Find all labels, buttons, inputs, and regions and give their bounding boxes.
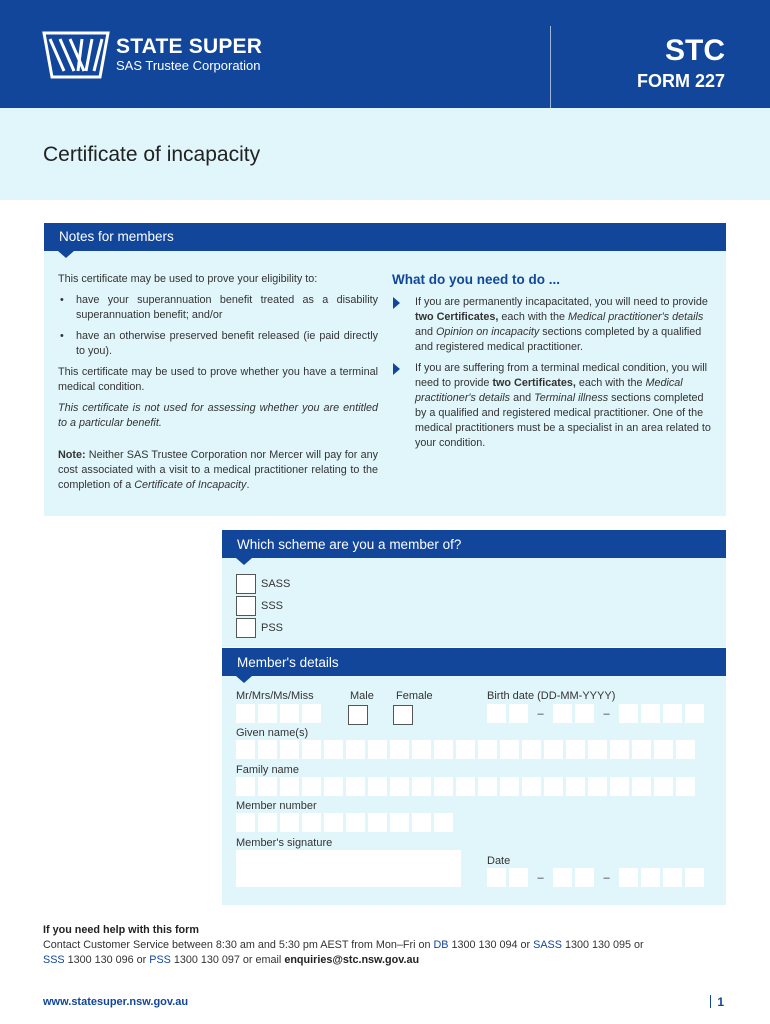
character-cell[interactable] [632, 777, 651, 796]
org-name: STATE SUPER [116, 35, 263, 58]
character-cell[interactable] [368, 740, 387, 759]
signature-date-field[interactable]: – – [487, 868, 704, 887]
character-cell[interactable] [412, 813, 431, 832]
character-cell[interactable] [434, 777, 453, 796]
character-cell[interactable] [346, 740, 365, 759]
character-cell[interactable] [280, 740, 299, 759]
sass-checkbox[interactable] [236, 574, 256, 594]
character-cell[interactable] [456, 740, 475, 759]
notes-bullet-list [58, 293, 378, 359]
what-to-do-column [392, 272, 712, 457]
website-link[interactable]: www.statesuper.nsw.gov.au [43, 996, 189, 1008]
character-cell[interactable] [236, 740, 255, 759]
character-cell[interactable] [654, 740, 673, 759]
character-cell[interactable] [302, 813, 321, 832]
character-cell[interactable] [390, 740, 409, 759]
notes-heading-notch [58, 251, 74, 258]
female-checkbox[interactable] [393, 705, 413, 725]
character-cell[interactable] [346, 813, 365, 832]
character-cell[interactable] [412, 740, 431, 759]
header-code: STC [665, 34, 725, 67]
character-cell[interactable] [456, 777, 475, 796]
scheme-heading-notch [236, 558, 252, 565]
page-number: 1 [710, 995, 724, 1009]
character-cell[interactable] [544, 740, 563, 759]
character-cell[interactable] [676, 740, 695, 759]
character-cell[interactable] [258, 740, 277, 759]
scheme-option-sass[interactable]: SASS [236, 574, 290, 594]
character-cell[interactable] [522, 777, 541, 796]
character-cell[interactable] [280, 813, 299, 832]
family-name-label: Family name [236, 764, 299, 776]
character-cell[interactable] [610, 740, 629, 759]
member-details-heading: Member's details [222, 648, 726, 676]
scheme-panel [222, 558, 726, 647]
character-cell[interactable] [280, 777, 299, 796]
character-cell[interactable] [566, 777, 585, 796]
scheme-option-sss[interactable]: SSS [236, 596, 283, 616]
pss-checkbox[interactable] [236, 618, 256, 638]
character-cell[interactable] [500, 740, 519, 759]
character-cell[interactable] [434, 740, 453, 759]
need-item-incapacitated: If you are permanently incapacitated, you will need to provide two Certificates, each with the Medical practitioner's details and Opinion on incapacity sections completed by a qualified and registered medical practitioner. [392, 295, 712, 355]
character-cell[interactable] [544, 777, 563, 796]
state-super-logo-icon [42, 31, 110, 79]
header-divider [550, 26, 551, 108]
page-title: Certificate of incapacity [43, 143, 261, 166]
character-cell[interactable] [654, 777, 673, 796]
character-cell[interactable] [324, 777, 343, 796]
character-cell[interactable] [302, 740, 321, 759]
member-number-label: Member number [236, 800, 317, 812]
title-field[interactable] [236, 704, 321, 723]
character-cell[interactable] [258, 813, 277, 832]
date-label: Date [487, 855, 511, 867]
notes-bullet: • have an otherwise preserved benefit released (ie paid directly to you). [58, 329, 378, 359]
character-cell[interactable] [676, 777, 695, 796]
character-cell[interactable] [390, 813, 409, 832]
what-to-do-heading: What do you need to do ... [392, 272, 560, 287]
arrow-right-icon [393, 297, 400, 309]
character-cell[interactable] [478, 777, 497, 796]
scheme-option-pss[interactable]: PSS [236, 618, 283, 638]
help-heading: If you need help with this form [43, 924, 199, 936]
character-cell[interactable] [368, 813, 387, 832]
female-label: Female [396, 690, 433, 702]
member-heading-notch [236, 676, 252, 683]
notes-bullet: • have your superannuation benefit treated as a disability superannuation benefit; and/or [58, 293, 378, 323]
birth-date-field[interactable]: – – [487, 704, 704, 723]
male-checkbox[interactable] [348, 705, 368, 725]
sss-checkbox[interactable] [236, 596, 256, 616]
notes-not-used: This certificate is not used for assessing whether you are entitled to a particular benefit. [58, 402, 378, 429]
member-number-field[interactable] [236, 813, 453, 832]
signature-label: Member's signature [236, 837, 333, 849]
character-cell[interactable] [324, 813, 343, 832]
male-label: Male [350, 690, 374, 702]
character-cell[interactable] [588, 740, 607, 759]
character-cell[interactable] [412, 777, 431, 796]
given-name-field[interactable] [236, 740, 695, 759]
character-cell[interactable] [632, 740, 651, 759]
character-cell[interactable] [522, 740, 541, 759]
header-form-number: FORM 227 [636, 71, 725, 91]
family-name-field[interactable] [236, 777, 695, 796]
character-cell[interactable] [258, 777, 277, 796]
character-cell[interactable] [324, 740, 343, 759]
help-section: If you need help with this form Contact Customer Service between 8:30 am and 5:30 pm AEST from Mon–Fri on DB 1300 130 094 or SASS 1300 130 095 or SSS 1300 130 096 or PSS 1300 130 097 or email enquiries@stc.nsw.gov.au [43, 924, 644, 966]
signature-field[interactable] [236, 850, 461, 887]
notes-intro: This certificate may be used to prove your eligibility to: [58, 273, 318, 285]
character-cell[interactable] [500, 777, 519, 796]
arrow-right-icon [393, 363, 400, 375]
scheme-heading: Which scheme are you a member of? [222, 530, 726, 558]
character-cell[interactable] [368, 777, 387, 796]
character-cell[interactable] [588, 777, 607, 796]
help-email-link[interactable]: enquiries@stc.nsw.gov.au [284, 954, 420, 966]
character-cell[interactable] [302, 777, 321, 796]
character-cell[interactable] [346, 777, 365, 796]
character-cell[interactable] [434, 813, 453, 832]
notes-left-column [58, 272, 378, 499]
title-label: Mr/Mrs/Ms/Miss [236, 690, 314, 702]
character-cell[interactable] [236, 777, 255, 796]
character-cell[interactable] [478, 740, 497, 759]
notes-cost-note: Note: Neither SAS Trustee Corporation nor Mercer will pay for any cost associated with a visit to a medical practitioner relating to the completion of a Certificate of Incapacity. [58, 449, 378, 491]
character-cell[interactable] [390, 777, 409, 796]
notes-heading: Notes for members [44, 223, 726, 251]
character-cell[interactable] [566, 740, 585, 759]
given-name-label: Given name(s) [236, 727, 309, 739]
birth-date-label: Birth date (DD-MM-YYYY) [487, 690, 616, 702]
org-subtitle: SAS Trustee Corporation [116, 58, 261, 73]
character-cell[interactable] [236, 813, 255, 832]
need-item-terminal: If you are suffering from a terminal medical condition, you will need to provide two Certificates, each with the Medical practitioner's details and Terminal illness sections completed by a qualified and registered medical practitioner. One of the medical practitioners must be a specialist in an area related to your condition. [392, 361, 712, 451]
notes-terminal: This certificate may be used to prove whether you have a terminal medical condition. [58, 366, 378, 393]
character-cell[interactable] [610, 777, 629, 796]
